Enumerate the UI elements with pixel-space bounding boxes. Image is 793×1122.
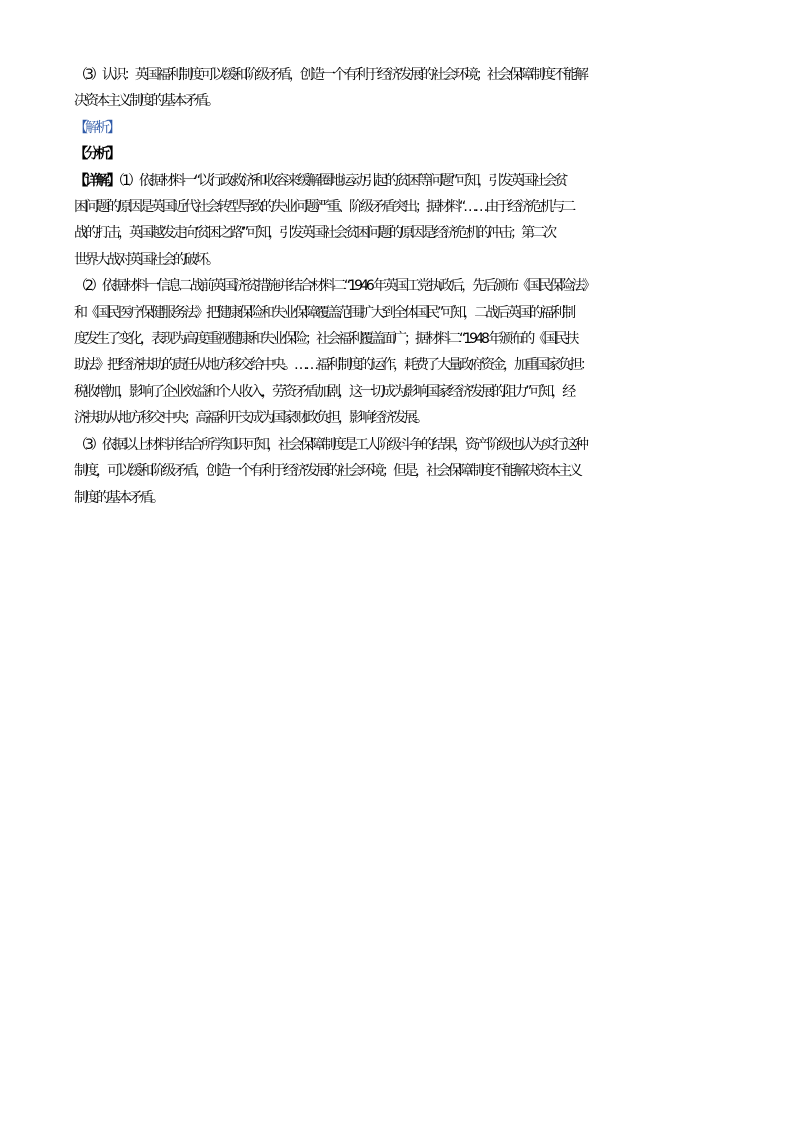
jiexi-label: 【解析】: [74, 119, 118, 136]
text-line: 度发生了变化，表现为高度重视健康和失业保险；社会福利覆盖面广；据材料二“1948 年颁布的《国民扶: [74, 331, 577, 348]
text-line: 税收增加，影响了企业效益和个人收入，劳资矛盾加剧，这一切成为影响国家经济发展的阻力”可知，经: [74, 383, 574, 400]
jiexi-heading: [74, 115, 720, 141]
text-line: 困问题的原因是英国近代社会转型导致的失业问题严重、阶级矛盾突出；据材料“……由于经济危机与二: [74, 199, 574, 216]
text-line: 战的打击，英国越发走向‘贫困之路’”可知，引发英国社会贫困问题的原因是经济危机的冲击；第二次: [74, 225, 555, 242]
text-line: （2）依据材料一信息二战前英国济贫措施并结合材料二“1946 年英国工党执政后，先后颁布《国民保险法》: [74, 278, 594, 295]
xiangjie-label: 【详解】: [74, 172, 118, 189]
text-line: [74, 168, 720, 194]
fenxi-heading: [74, 141, 720, 167]
text-line: 助法》把经济扶助的责任从地方移交给中央。……福利制度的运作，耗费了大量政府资金，加重国家负担：: [74, 357, 591, 374]
answer-paragraph-3: [74, 62, 720, 115]
text-line: 和《国民医疗保健服务法》把健康保险和失业保障覆盖范围扩大到全体国民”可知，二战后英国的福利制: [74, 304, 574, 321]
text-span: （1）依据材料一“以行政救济和收容来缓解圈地运动引起的贫困等问题”可知，引发英国社会贫: [118, 172, 566, 189]
text-line: 制度，可以缓和阶级矛盾，创造一个有利于经济发展的社会环境；但是，社会保障制度不能解决资本主义: [74, 463, 580, 480]
xiangjie-paragraph-3: [74, 432, 720, 511]
text-line: 制度的基本矛盾。: [74, 489, 162, 506]
fenxi-label: 【分析】: [74, 146, 118, 163]
text-line: （3）认识：英国福利制度可以缓和阶级矛盾，创造一个有利于经济发展的社会环境；社会保障制度不能解: [74, 67, 586, 83]
text-line: 世界大战对英国社会的破坏。: [74, 251, 217, 268]
text-line: （3）依据以上材料并结合所学知识可知，社会保障制度是工人阶级斗争的结果，资产阶级也认为实行这种: [74, 436, 586, 453]
document-page: [74, 62, 720, 511]
xiangjie-paragraph-1: [74, 168, 720, 274]
text-line: 决资本主义制度的基本矛盾。: [74, 93, 217, 110]
xiangjie-paragraph-2: [74, 273, 720, 431]
text-line: 济扶助从地方移交中央；高福利开支成为国家财政负担，影响经济发展。: [74, 410, 426, 427]
